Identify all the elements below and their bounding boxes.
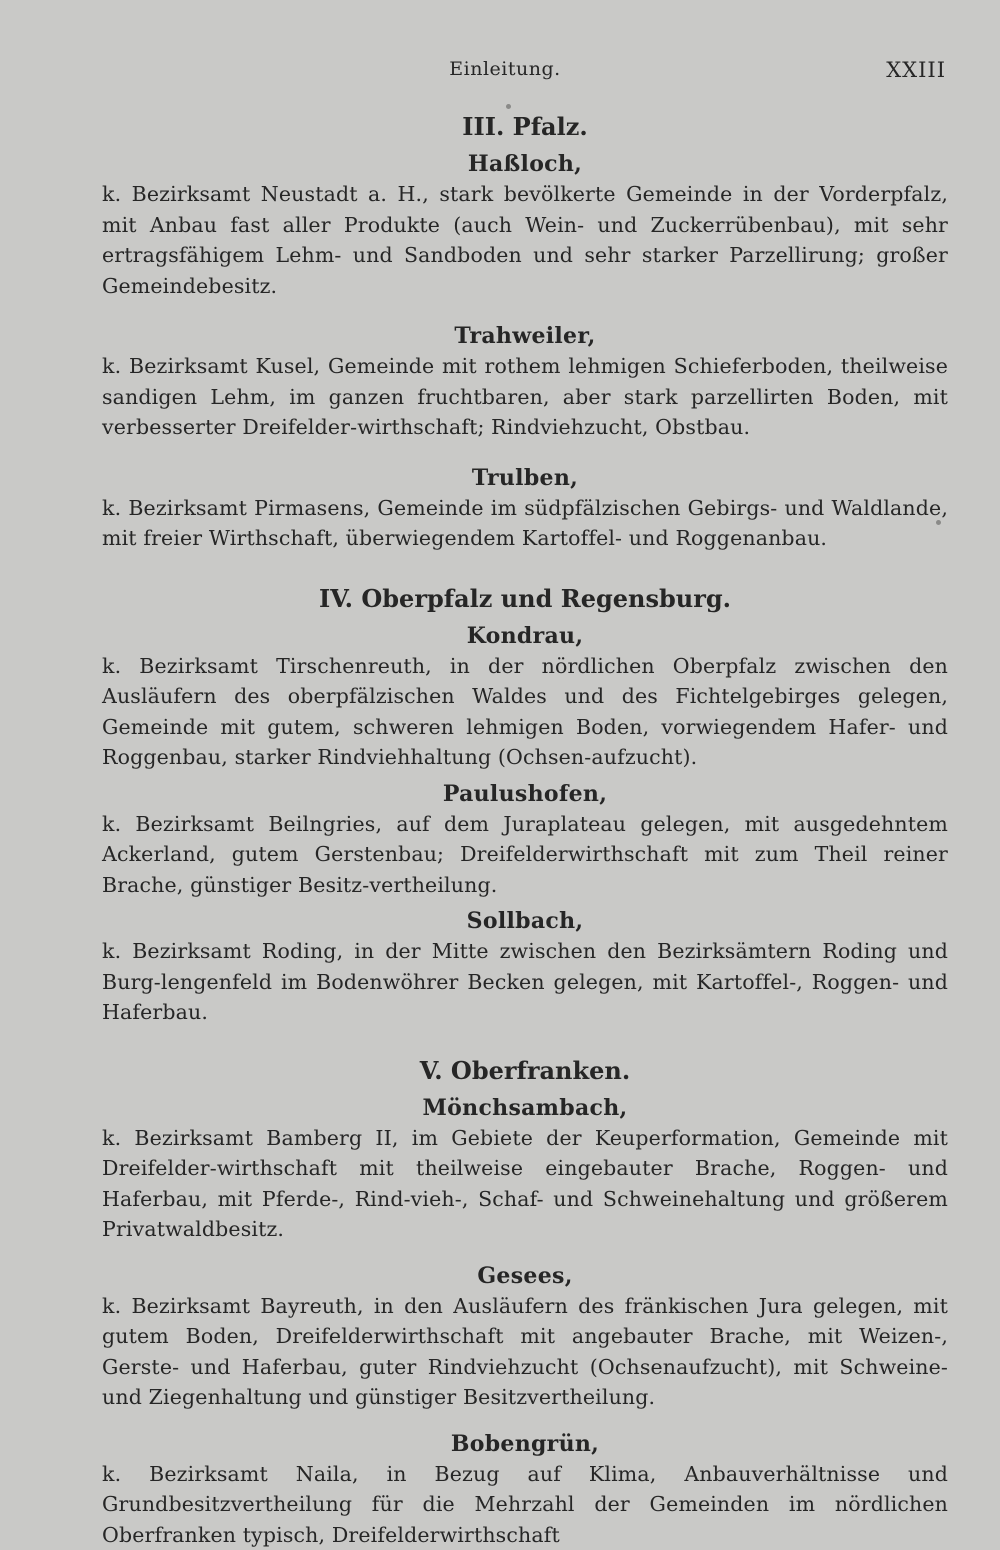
place-description: k. Bezirksamt Bayreuth, in den Ausläufern des fränkischen Jura gelegen, mit gutem Boden, Dreifelderwirthschaft mit angebauter Brache, mit Weizen-, Gerste- und Haferbau, guter Rindviehzucht (Ochsenaufzucht), mit Schweine- und Ziegenhaltung und günstiger Besitzvertheilung.	[102, 1291, 948, 1413]
section-heading: V. Oberfranken.	[102, 1056, 948, 1085]
place-description: k. Bezirksamt Naila, in Bezug auf Klima, Anbauverhältnisse und Grundbesitzvertheilung für die Mehrzahl der Gemeinden im nördlichen Oberfranken typisch, Dreifelderwirthschaft	[102, 1459, 948, 1550]
place-description: k. Bezirksamt Pirmasens, Gemeinde im südpfälzischen Gebirgs- und Waldlande, mit freier Wirthschaft, überwiegendem Kartoffel- und Roggenanbau.	[102, 493, 948, 554]
place-entry	[102, 151, 948, 301]
section-oberpfalz	[102, 584, 948, 1028]
place-entry	[102, 623, 948, 773]
place-description: k. Bezirksamt Tirschenreuth, in der nördlichen Oberpfalz zwischen den Ausläufern des oberpfälzischen Waldes und des Fichtelgebirges gelegen, Gemeinde mit gutem, schweren lehmigen Boden, vorwiegendem Hafer- und Roggenbau, starker Rindviehhaltung (Ochsen-aufzucht).	[102, 651, 948, 773]
place-name: Trulben,	[102, 465, 948, 491]
place-name: Paulushofen,	[102, 781, 948, 807]
section-oberfranken	[102, 1056, 948, 1550]
place-name: Mönchsambach,	[102, 1095, 948, 1121]
place-name: Sollbach,	[102, 908, 948, 934]
page-number: XXIII	[886, 58, 946, 82]
section-pfalz	[102, 112, 948, 554]
section-heading: IV. Oberpfalz und Regensburg.	[102, 584, 948, 613]
place-description: k. Bezirksamt Beilngries, auf dem Juraplateau gelegen, mit ausgedehntem Ackerland, gutem Gerstenbau; Dreifelderwirthschaft mit zum Theil reiner Brache, günstiger Besitz-vertheilung.	[102, 809, 948, 901]
place-description: k. Bezirksamt Neustadt a. H., stark bevölkerte Gemeinde in der Vorderpfalz, mit Anbau fast aller Produkte (auch Wein- und Zuckerrübenbau), mit sehr ertragsfähigem Lehm- und Sandboden und sehr starker Parzellirung; großer Gemeindebesitz.	[102, 179, 948, 301]
place-name: Trahweiler,	[102, 323, 948, 349]
place-entry	[102, 1263, 948, 1413]
paper-speck	[506, 104, 511, 109]
page-header	[102, 58, 948, 88]
place-entry	[102, 1095, 948, 1245]
place-entry	[102, 908, 948, 1028]
running-title: Einleitung.	[102, 58, 948, 80]
place-entry	[102, 465, 948, 554]
section-heading: III. Pfalz.	[102, 112, 948, 141]
place-name: Kondrau,	[102, 623, 948, 649]
place-description: k. Bezirksamt Roding, in der Mitte zwischen den Bezirksämtern Roding und Burg-lengenfeld im Bodenwöhrer Becken gelegen, mit Kartoffel-, Roggen- und Haferbau.	[102, 936, 948, 1028]
place-description: k. Bezirksamt Bamberg II, im Gebiete der Keuperformation, Gemeinde mit Dreifelder-wirthschaft mit theilweise eingebauter Brache, Roggen- und Haferbau, mit Pferde-, Rind-vieh-, Schaf- und Schweinehaltung und größerem Privatwaldbesitz.	[102, 1123, 948, 1245]
place-name: Haßloch,	[102, 151, 948, 177]
place-name: Bobengrün,	[102, 1431, 948, 1457]
place-entry	[102, 1431, 948, 1550]
paper-speck	[936, 520, 941, 525]
place-entry	[102, 323, 948, 443]
place-name: Gesees,	[102, 1263, 948, 1289]
place-entry	[102, 781, 948, 901]
place-description: k. Bezirksamt Kusel, Gemeinde mit rothem lehmigen Schieferboden, theilweise sandigen Lehm, im ganzen fruchtbaren, aber stark parzellirten Boden, mit verbesserter Dreifelder-wirthschaft; Rindviehzucht, Obstbau.	[102, 351, 948, 443]
